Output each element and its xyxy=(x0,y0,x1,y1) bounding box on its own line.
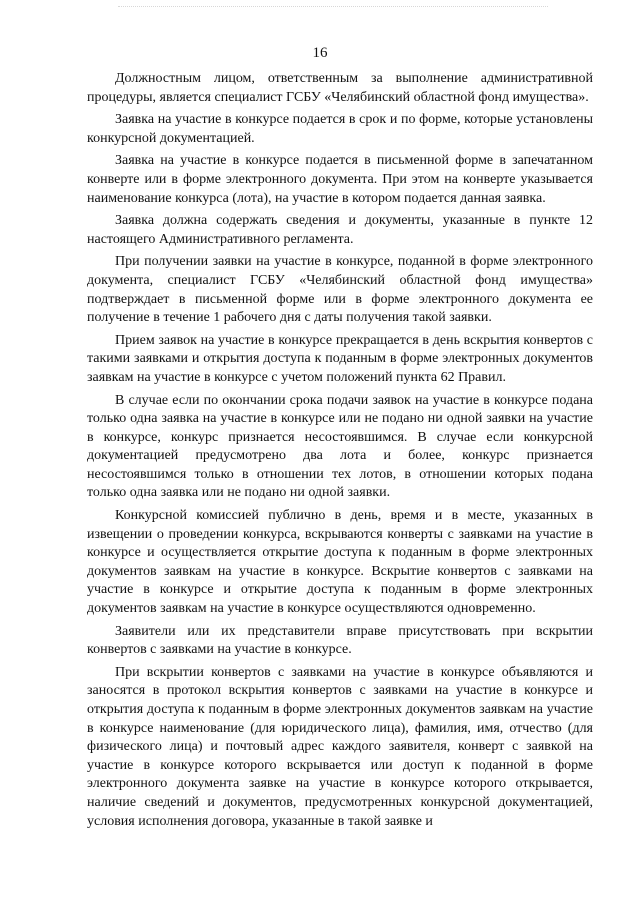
paragraph-application-form: Заявка на участие в конкурсе подается в письменной форме в запечатанном конверте или в форме электронного документа. При этом на конверте указывается наименование конкурса (лота), на участие в котором подается данная заявка. xyxy=(87,153,593,206)
page-number: 16 xyxy=(312,45,328,61)
paragraph-envelope-opening: Конкурсной комиссией публично в день, время и в месте, указанных в извещении о проведении конкурса, вскрываются конверты с заявками на участие в конкурсе и осуществляется открытие доступа к поданным в форме электронных документов заявкам на участие в конкурсе. Вскрытие конвертов с заявками на участие в конкурсе и открытие доступа к поданным в форме электронных документов заявкам на участие в конкурсе осуществляются одновременно. xyxy=(87,508,593,617)
document-body xyxy=(87,70,593,831)
paragraph-failed-tender: В случае если по окончании срока подачи заявок на участие в конкурсе подана только одна заявка на участие в конкурсе или не подано ни одной заявки на участие в конкурсе, конкурс признается несостоявшимся. В случае если конкурсной документацией предусмотрено два лота и более, конкурс признается несостоявшимся только в отношении тех лотов, в отношении которых подана только одна заявка или не подано ни одной заявки. xyxy=(87,392,593,501)
paragraph-acceptance-end: Прием заявок на участие в конкурсе прекращается в день вскрытия конвертов с такими заявками и открытия доступа к поданным в форме электронных документов заявкам на участие в конкурсе с учетом положений пункта 62 Правил. xyxy=(87,332,593,385)
paragraph-opening-protocol: При вскрытии конвертов с заявками на участие в конкурсе объявляются и заносятся в протокол вскрытия конвертов с заявками на участие в конкурсе и открытия доступа к поданным в форме электронных документов заявкам на участие в конкурсе наименование (для юридического лица), фамилия, имя, отчество (для физического лица) и почтовый адрес каждого заявителя, конверт с заявкой на участие в конкурсе которого вскрывается или доступ к поданной в форме электронного документа заявке на участие в конкурсе которого открывается, наличие сведений и документов, предусмотренных конкурсной документацией, условия исполнения договора, указанные в такой заявке и xyxy=(87,664,593,829)
scan-artifact-line xyxy=(118,6,548,8)
paragraph-application-contents: Заявка должна содержать сведения и документы, указанные в пункте 12 настоящего Административного регламента. xyxy=(87,213,593,247)
paragraph-responsible-official: Должностным лицом, ответственным за выполнение административной процедуры, является специалист ГСБУ «Челябинский областной фонд имущества». xyxy=(87,71,593,105)
paragraph-applicants-presence: Заявители или их представители вправе присутствовать при вскрытии конвертов с заявками на участие в конкурсе. xyxy=(87,623,593,658)
paragraph-electronic-confirmation: При получении заявки на участие в конкурсе, поданной в форме электронного документа, специалист ГСБУ «Челябинский областной фонд имущества» подтверждает в письменной форме или в форме электронного документа ее получение в течение 1 рабочего дня с даты получения такой заявки. xyxy=(87,254,593,326)
paragraph-application-deadline: Заявка на участие в конкурсе подается в срок и по форме, которые установлены конкурсной документацией. xyxy=(87,112,593,146)
